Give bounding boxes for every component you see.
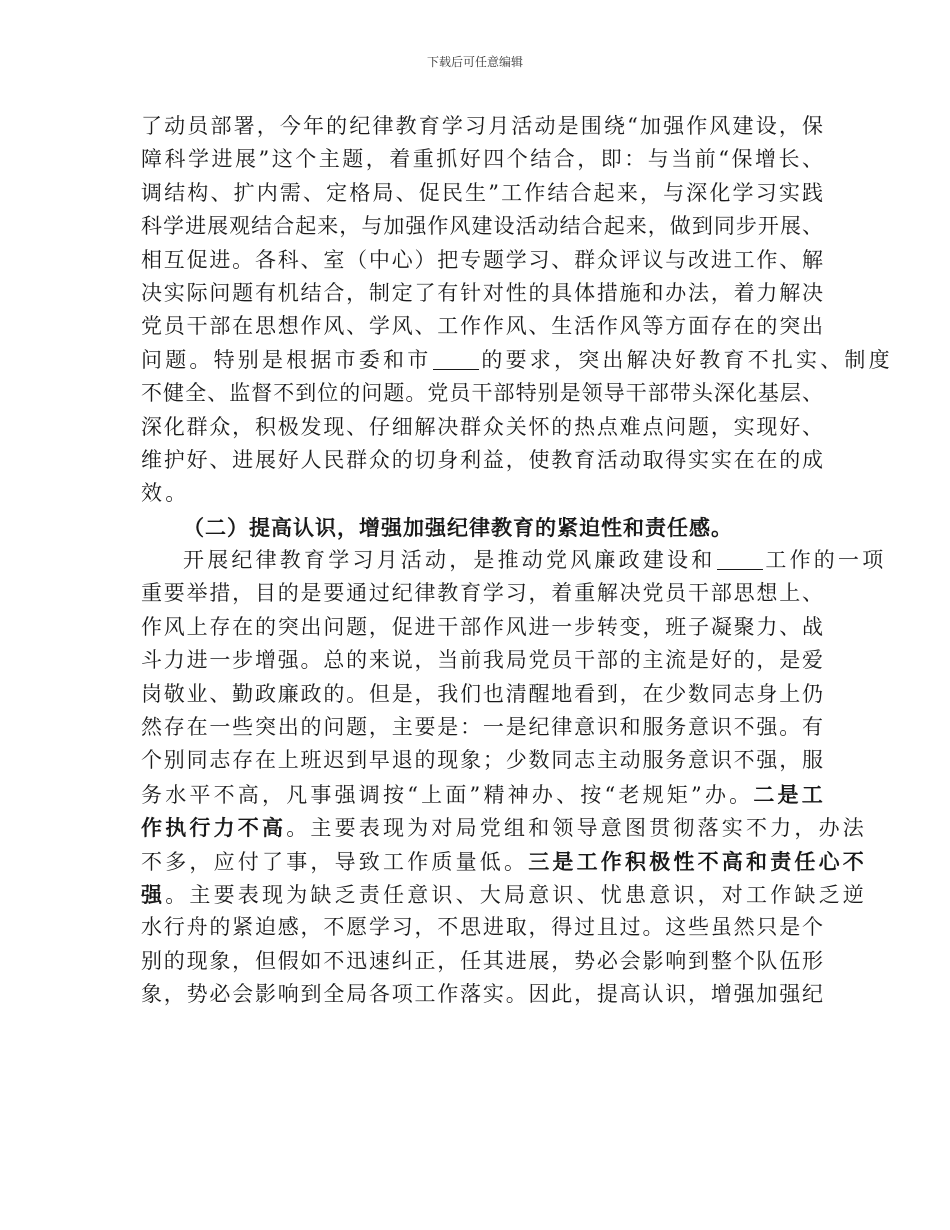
line-text: 工作的一项	[765, 548, 887, 573]
line-text: 。主要表现为对局党组和领导意图贯彻落实不力，办法	[286, 816, 868, 841]
paragraph-2-line-1	[141, 544, 887, 577]
emphasis-text: 二是工	[753, 781, 826, 807]
paragraph-1-line-11: 维护好、进展好人民群众的切身利益，使教育活动取得实实在在的成	[141, 447, 823, 472]
paragraph-2-line-11	[141, 878, 868, 911]
emphasis-text: 作执行力不高	[141, 815, 287, 841]
section-heading: （二）提高认识，增强加强纪律教育的紧迫性和责任感。	[183, 514, 733, 540]
paragraph-2-line-7: 个别同志存在上班迟到早退的现象；少数同志主动服务意识不强，服	[141, 748, 823, 773]
line-text: 的要求，突出解决好教育不扎实、制度	[481, 347, 893, 372]
paragraph-1-line-3: 调结构、扩内需、定格局、促民生”工作结合起来，与深化学习实践	[141, 180, 823, 205]
paragraph-2-line-4: 斗力进一步增强。总的来说，当前我局党员干部的主流是好的，是爱	[141, 648, 823, 673]
paragraph-1-line-2: 障科学进展”这个主题，着重抓好四个结合，即：与当前“保增长、	[141, 147, 823, 172]
paragraph-2-line-9	[141, 811, 868, 844]
fill-in-blank	[433, 347, 479, 370]
paragraph-2-line-5: 岗敬业、勤政廉政的。但是，我们也清醒地看到，在少数同志身上仍	[141, 681, 823, 706]
emphasis-text: 三是工作积极性不高和责任心不	[528, 848, 868, 874]
paragraph-1-line-6: 决实际问题有机结合，制定了有针对性的具体措施和办法，着力解决	[141, 280, 823, 305]
paragraph-1-line-4: 科学进展观结合起来，与加强作风建设活动结合起来，做到同步开展、	[141, 214, 823, 239]
paragraph-2-line-8	[141, 778, 826, 811]
paragraph-2-line-14: 象，势必会影响到全局各项工作落实。因此，提高认识，增强加强纪	[141, 982, 823, 1007]
emphasis-text: 强	[141, 881, 166, 907]
paragraph-2-line-12: 水行舟的紧迫感，不愿学习，不思进取，得过且过。这些虽然只是个	[141, 915, 823, 940]
line-text: 不多，应付了事，导致工作质量低。	[141, 849, 529, 874]
paragraph-1-line-10: 深化群众，积极发现、仔细解决群众关怀的热点难点问题，实现好、	[141, 414, 823, 439]
paragraph-1-line-8	[141, 344, 893, 377]
paragraph-1-line-5: 相互促进。各科、室（中心）把专题学习、群众评议与改进工作、解	[141, 247, 823, 272]
paragraph-2-line-6: 然存在一些突出的问题，主要是：一是纪律意识和服务意识不强。有	[141, 715, 823, 740]
paragraph-2-line-2: 重要举措，目的是要通过纪律教育学习，着重解决党员干部思想上、	[141, 581, 823, 606]
paragraph-2-line-13: 别的现象，但假如不迅速纠正，任其进展，势必会影响到整个队伍形	[141, 948, 823, 973]
paragraph-1-line-9: 不健全、监督不到位的问题。党员干部特别是领导干部带头深化基层、	[141, 381, 823, 406]
line-text: 问题。特别是根据市委和市	[141, 347, 432, 372]
line-text: 开展纪律教育学习月活动，是推动党风廉政建设和	[183, 548, 716, 573]
paragraph-1-line-1: 了动员部署，今年的纪律教育学习月活动是围绕“加强作风建设，保	[141, 114, 823, 138]
paragraph-1-line-12: 效。	[141, 481, 190, 506]
line-text: 。主要表现为缺乏责任意识、大局意识、忧患意识，对工作缺乏逆	[165, 882, 868, 907]
paragraph-2-line-10	[141, 845, 868, 878]
line-text: 务水平不高，凡事强调按“上面”精神办、按“老规矩”办。	[141, 782, 754, 807]
page-header: 下载后可任意编辑	[426, 55, 523, 69]
paragraph-2-line-3: 作风上存在的突出问题，促进干部作风进一步转变，班子凝聚力、战	[141, 614, 823, 639]
document-body	[141, 110, 893, 1012]
fill-in-blank	[717, 547, 763, 570]
paragraph-1-line-7: 党员干部在思想作风、学风、工作作风、生活作风等方面存在的突出	[141, 314, 823, 339]
